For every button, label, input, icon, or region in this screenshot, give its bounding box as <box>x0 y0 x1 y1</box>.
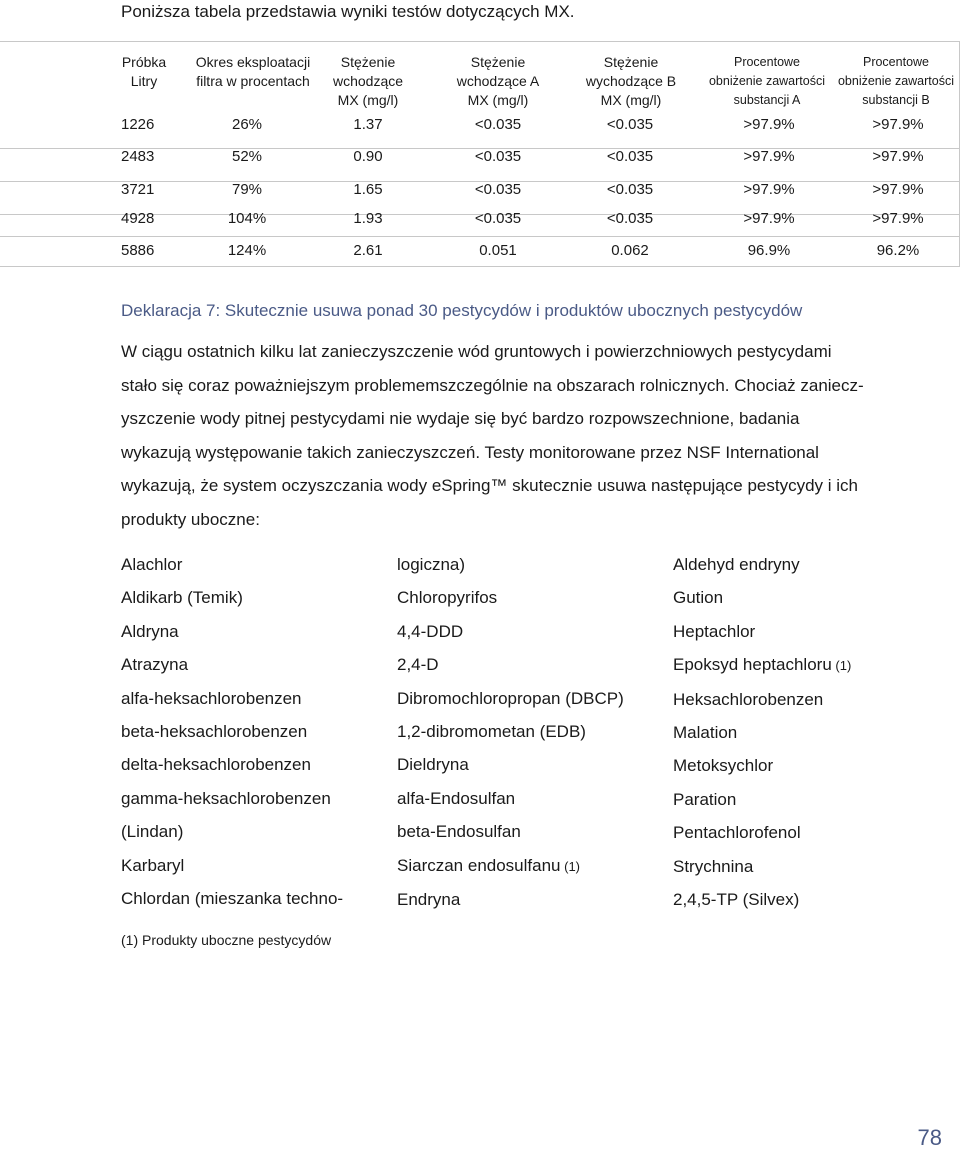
header-line: MX (mg/l) <box>337 92 399 108</box>
table-cell: 2483 <box>121 148 155 165</box>
header-line: Procentowe <box>862 55 929 69</box>
footnote-mark: (1) <box>560 858 581 874</box>
table-cell: 3721 <box>121 181 155 198</box>
header-line: wychodzące B <box>585 73 677 89</box>
mx-results-table <box>0 41 960 267</box>
pesticide-item <box>397 581 624 614</box>
pesticide-item <box>397 648 624 681</box>
table-cell: 96.9% <box>747 242 791 259</box>
pesticide-item <box>397 682 624 715</box>
pesticide-name: Malation <box>673 723 738 743</box>
table-cell: 124% <box>227 242 267 259</box>
table-cell: <0.035 <box>606 148 654 165</box>
pesticide-column-2 <box>397 548 624 916</box>
header-stezenie-wchodzace-a <box>440 53 556 110</box>
table-cell: <0.035 <box>474 148 522 165</box>
pesticide-item <box>673 816 851 849</box>
pesticide-item <box>673 883 851 916</box>
pesticide-item <box>121 715 343 748</box>
header-line: MX (mg/l) <box>467 92 529 108</box>
table-cell: 5886 <box>121 242 155 259</box>
table-cell: >97.9% <box>872 181 924 198</box>
header-line: wchodzące <box>332 73 404 89</box>
pesticide-item <box>121 548 343 581</box>
table-cell: <0.035 <box>474 181 522 198</box>
pesticide-name: Alachlor <box>121 555 183 574</box>
paragraph-line: W ciągu ostatnich kilku lat zanieczyszczenie wód gruntowych i powierzchniowych pestycydami <box>121 342 832 361</box>
pesticide-item <box>673 648 851 682</box>
pesticide-name: Aldikarb (Temik) <box>121 588 243 608</box>
footnote-mark: (1) <box>831 658 852 674</box>
paragraph-line: stało się coraz poważniejszym problememszczególnie na obszarach rolnicznych. Chociaż zaniecz- <box>121 375 864 395</box>
pesticide-item <box>121 748 343 781</box>
table-cell: 1.37 <box>353 116 383 133</box>
pesticide-name: Karbaryl <box>121 855 185 875</box>
header-line: filtra w procentach <box>196 73 310 89</box>
table-cell: 0.051 <box>479 242 517 259</box>
table-cell: >97.9% <box>872 116 924 133</box>
pesticide-item <box>673 716 851 749</box>
pesticide-name: Chloropyrifos <box>397 588 498 608</box>
pesticide-name: Aldryna <box>121 621 179 641</box>
table-cell: 96.2% <box>876 242 920 259</box>
pesticide-item <box>397 815 624 848</box>
row-divider <box>0 266 959 267</box>
pesticide-item <box>121 682 343 715</box>
pesticide-item <box>673 581 851 614</box>
pesticide-item <box>121 648 343 681</box>
paragraph-line: wykazują, że system oczyszczania wody eSpring™ skutecznie usuwa następujące pestycydy i ich <box>121 476 859 496</box>
pesticide-item <box>673 615 851 648</box>
paragraph-line: wykazują występowanie takich zanieczyszczeń. Testy monitorowane przez NSF International <box>121 442 819 462</box>
pesticide-item <box>397 849 624 883</box>
pesticide-item <box>397 748 624 781</box>
header-okres <box>182 53 324 91</box>
pesticide-name: 2,4,5-TP (Silvex) <box>673 890 800 910</box>
header-line: wchodzące A <box>456 73 540 89</box>
pesticide-item <box>121 581 343 614</box>
table-cell: 4928 <box>121 210 155 227</box>
pesticide-name: Epoksyd heptachloru <box>673 655 832 675</box>
header-line: MX (mg/l) <box>600 92 662 108</box>
pesticide-name: Pentachlorofenol <box>673 823 801 843</box>
table-cell: >97.9% <box>743 148 795 165</box>
table-cell: >97.9% <box>872 148 924 165</box>
pesticide-item <box>397 883 624 916</box>
pesticide-item <box>121 882 343 915</box>
table-cell: >97.9% <box>743 210 795 227</box>
pesticide-name: alfa-heksachlorobenzen <box>121 688 302 708</box>
table-cell: >97.9% <box>743 181 795 198</box>
pesticide-name: Heptachlor <box>673 621 756 641</box>
header-line: obniżenie zawartości <box>837 74 955 88</box>
table-cell: 2.61 <box>353 242 383 259</box>
pesticide-name: Siarczan endosulfanu <box>397 855 561 875</box>
pesticide-item <box>397 782 624 815</box>
pesticide-name: Atrazyna <box>121 655 189 675</box>
header-line: Próbka <box>121 54 167 70</box>
table-cell: <0.035 <box>606 116 654 133</box>
header-line: Okres eksploatacji <box>195 54 311 70</box>
pesticide-name: (Lindan) <box>121 822 184 842</box>
pesticide-item <box>673 683 851 716</box>
pesticide-column-1 <box>121 548 343 915</box>
header-stezenie-wychodzace-b <box>570 53 692 110</box>
paragraph-line: produkty uboczne: <box>121 509 260 529</box>
header-obnizenie-a <box>702 53 832 110</box>
pesticide-name: 4,4-DDD <box>397 621 464 641</box>
pesticide-column-3 <box>673 548 851 916</box>
pesticide-item <box>397 715 624 748</box>
header-line: substancji A <box>733 93 801 107</box>
header-line: Stężenie <box>340 54 396 70</box>
pesticide-name: beta-heksachlorobenzen <box>121 722 308 742</box>
table-cell: >97.9% <box>743 116 795 133</box>
header-line: Procentowe <box>733 55 800 69</box>
table-cell: <0.035 <box>606 210 654 227</box>
header-stezenie-wchodzace <box>318 53 418 110</box>
header-line: Stężenie <box>470 54 526 70</box>
table-cell: <0.035 <box>474 210 522 227</box>
declaration-heading: Deklaracja 7: Skutecznie usuwa ponad 30 pestycydów i produktów ubocznych pestycydów <box>121 301 803 320</box>
pesticide-item <box>397 615 624 648</box>
pesticide-name: Aldehyd endryny <box>673 555 800 574</box>
pesticide-name: Gution <box>673 588 724 608</box>
pesticide-item <box>673 850 851 883</box>
pesticide-name: 2,4-D <box>397 655 439 675</box>
footnote: (1) Produkty uboczne pestycydów <box>121 932 332 948</box>
table-cell: 0.90 <box>353 148 383 165</box>
pesticide-name: Metoksychlor <box>673 756 774 776</box>
pesticide-item <box>673 548 851 581</box>
intro-text: Poniższa tabela przedstawia wyniki testów dotyczących MX. <box>121 2 575 21</box>
pesticide-name: gamma-heksachlorobenzen <box>121 788 331 808</box>
header-line: obniżenie zawartości <box>708 74 826 88</box>
pesticide-item <box>121 849 343 882</box>
page-number: 78 <box>917 1125 942 1150</box>
table-cell: 1.65 <box>353 181 383 198</box>
table-cell: 1226 <box>121 116 155 133</box>
table-cell: 104% <box>227 210 267 227</box>
body-paragraph <box>121 335 921 537</box>
table-cell: >97.9% <box>872 210 924 227</box>
pesticide-name: Dibromochloropropan (DBCP) <box>397 688 624 708</box>
paragraph-line: yszczenie wody pitnej pestycydami nie wydaje się być bardzo rozpowszechnione, badania <box>121 409 800 429</box>
pesticide-name: 1,2-dibromometan (EDB) <box>397 722 586 742</box>
table-cell: 26% <box>231 116 263 133</box>
table-cell: <0.035 <box>606 181 654 198</box>
pesticide-item <box>673 749 851 782</box>
table-cell: 1.93 <box>353 210 383 227</box>
pesticide-item <box>397 548 624 581</box>
pesticide-item <box>673 783 851 816</box>
pesticide-name: alfa-Endosulfan <box>397 788 516 808</box>
pesticide-name: Strychnina <box>673 856 754 876</box>
table-cell: 79% <box>231 181 263 198</box>
pesticide-item <box>121 615 343 648</box>
pesticide-item <box>121 782 343 815</box>
table-cell: 0.062 <box>611 242 649 259</box>
header-line: Stężenie <box>603 54 659 70</box>
pesticide-name: Dieldryna <box>397 755 469 775</box>
row-divider <box>0 236 959 237</box>
pesticide-name: delta-heksachlorobenzen <box>121 755 311 775</box>
pesticide-name: Endryna <box>397 890 461 910</box>
pesticide-name: Paration <box>673 789 737 809</box>
table-cell: 52% <box>231 148 263 165</box>
pesticide-item <box>121 815 343 848</box>
header-line: substancji B <box>862 93 930 107</box>
header-probka <box>108 53 180 91</box>
table-cell: <0.035 <box>474 116 522 133</box>
pesticide-name: Heksachlorobenzen <box>673 689 824 709</box>
header-line: Litry <box>130 73 158 89</box>
header-obnizenie-b <box>832 53 960 110</box>
pesticide-name: logiczna) <box>397 555 466 574</box>
pesticide-name: Chlordan (mieszanka techno- <box>121 889 344 909</box>
pesticide-name: beta-Endosulfan <box>397 822 521 842</box>
